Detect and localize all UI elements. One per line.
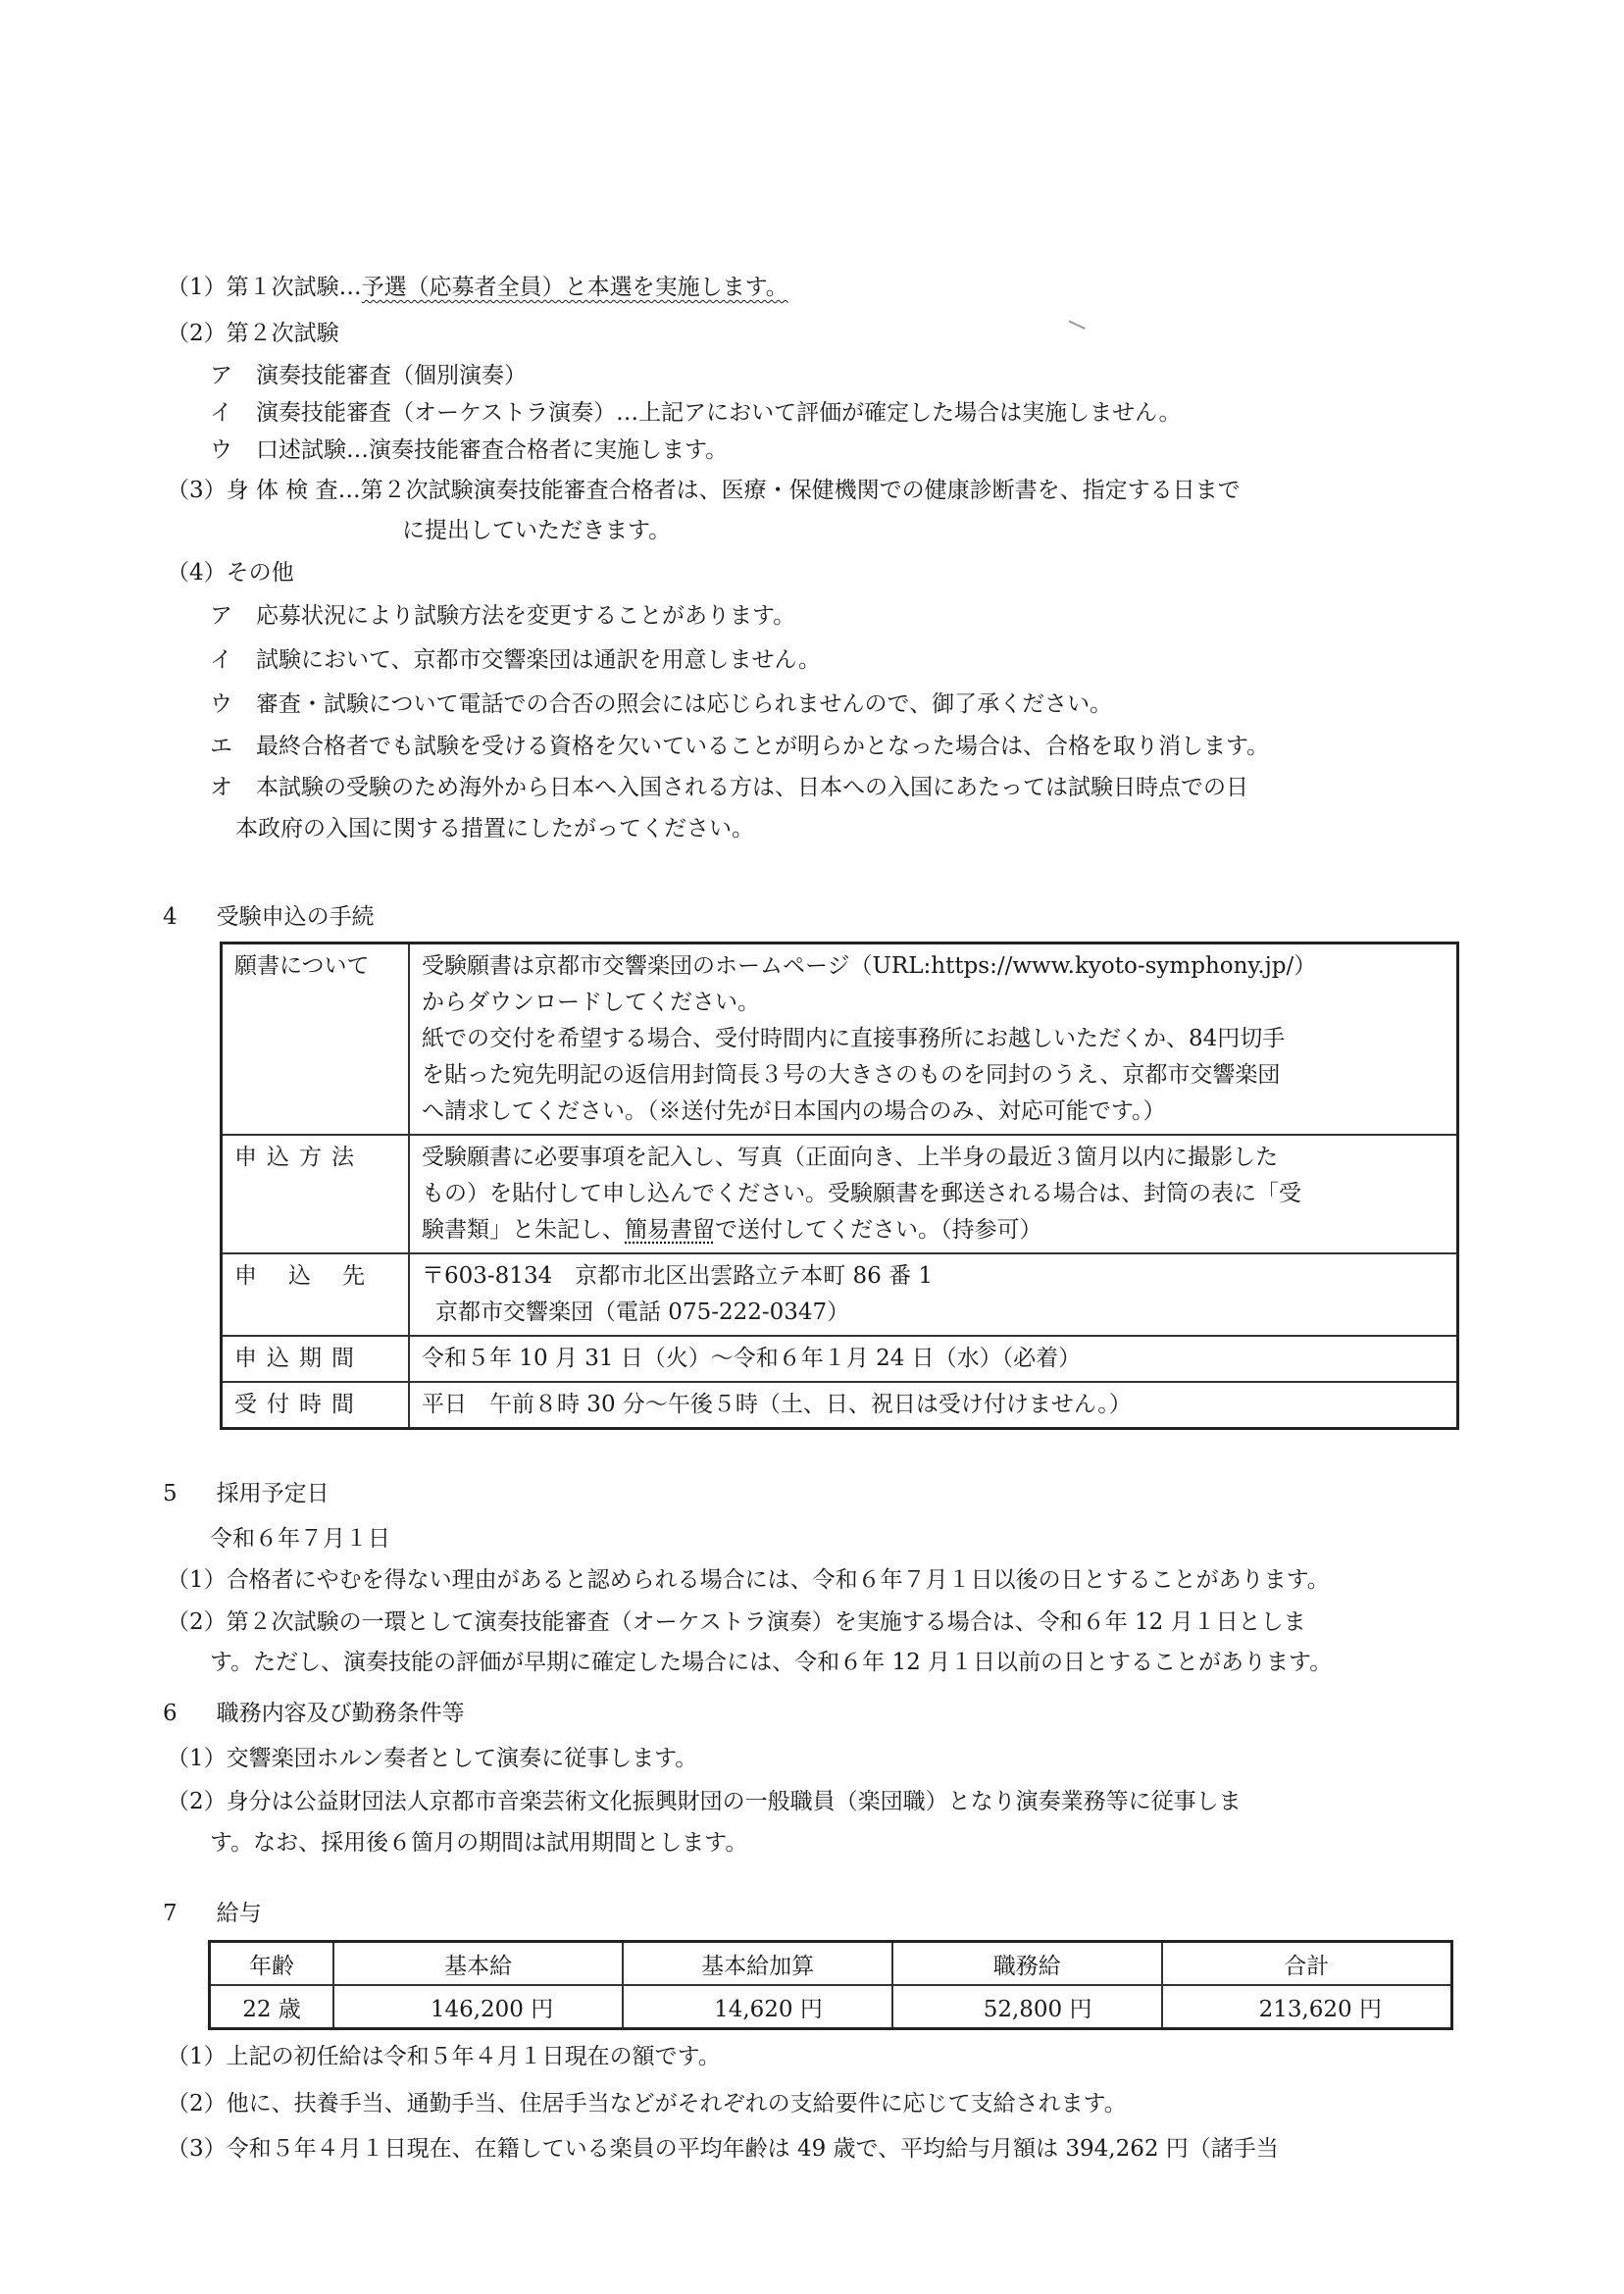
row-label: 申込先 [222,1253,410,1336]
section-6-item-1: （1）交響楽団ホルン奏者として演奏に従事します。 [167,1746,698,1771]
table-row [222,1135,1458,1253]
exam-item-3-cont: に提出していただきます。 [402,518,672,543]
table-row [222,943,1458,1136]
exam-item-4o: オ 本試験の受験のため海外から日本へ入国される方は、日本への入国にあたっては試験日時点での日 [210,775,1248,800]
exam-item-4e: エ 最終合格者でも試験を受ける資格を欠いていることが明らかとなった場合は、合格を取り消します。 [210,734,1270,759]
section-4-heading: 4 受験申込の手続 [163,904,375,930]
column-header: 基本給加算 [623,1942,892,1986]
table-cell: 14,620 円 [623,1985,892,2029]
exam-item-2a: ア 演奏技能審査（個別演奏） [210,363,527,388]
column-header: 合計 [1162,1942,1452,1986]
section-6-item-2: （2）身分は公益財団法人京都市音楽芸術文化振興財団の一般職員（楽団職）となり演奏業務等に従事しま [167,1789,1242,1814]
column-header: 年齢 [210,1942,334,1986]
exam-item-3: （3）身 体 検 査…第２次試験演奏技能審査合格者は、医療・保健機関での健康診断書を、指定する日まで [167,478,1241,503]
section-7-item-3: （3）令和５年４月１日現在、在籍している楽員の平均年齢は 49 歳で、平均給与月額は 394,262 円（諸手当 [167,2136,1279,2162]
row-content: 受験願書は京都市交響楽団のホームページ（URL:https://www.kyoto-symphony.jp/） からダウンロードしてください。 紙での交付を希望する場合、受付時間内に直接事務所にお越しいただくか、84円切手 を貼った宛先明記の返信用封筒長３号の大きさのものを同封のうえ、京都市交響楽団 へ請求してください。（※送付先が日本国内の場合のみ、対応可能です。） [409,943,1458,1136]
row-content: 平日 午前８時 30 分～午後５時（土、日、祝日は受け付けません。） [409,1382,1458,1429]
exam-item-4a: ア 応募状況により試験方法を変更することがあります。 [210,603,796,629]
scan-mark [1066,321,1086,335]
section-6-item-2-cont: す。なお、採用後６箇月の期間は試用期間とします。 [210,1830,748,1856]
row-content: 受験願書に必要事項を記入し、写真（正面向き、上半身の最近３箇月以内に撮影した もの）を貼付して申し込んでください。受験願書を郵送される場合は、封筒の表に「受 験書類」と朱記し、簡易書留で送付してください。（持参可） [409,1135,1458,1253]
exam-item-1: （1）第１次試験…予選（応募者全員）と本選を実施します。 [167,275,788,300]
section-5-item-2-cont: す。ただし、演奏技能の評価が早期に確定した場合には、令和６年 12 月１日以前の日とすることがあります。 [210,1650,1333,1675]
exam-item-4o-cont: 本政府の入国に関する措置にしたがってください。 [235,816,754,841]
table-cell: 52,800 円 [892,1985,1162,2029]
row-label: 願書について [222,943,410,1136]
section-5-heading: 5 採用予定日 [163,1481,330,1506]
row-label: 申込方法 [222,1135,410,1253]
exam-item-4i: イ 試験において、京都市交響楽団は通訳を用意しません。 [210,647,821,673]
table-cell: 213,620 円 [1162,1985,1452,2029]
table-header-row [210,1942,1452,1986]
table-row [222,1253,1458,1336]
section-7-item-2: （2）他に、扶養手当、通勤手当、住居手当などがそれぞれの支給要件に応じて支給されます。 [167,2091,1127,2116]
row-content: 〒603-8134 京都市北区出雲路立テ本町 86 番 1 京都市交響楽団（電話 075-222-0347） [409,1253,1458,1336]
table-cell: 146,200 円 [333,1985,623,2029]
table-row [222,1336,1458,1382]
table-row [222,1382,1458,1429]
exam-item-2: （2）第２次試験 [167,321,339,346]
table-row [210,1985,1452,2029]
row-content: 令和５年 10 月 31 日（火）～令和６年１月 24 日（水）（必着） [409,1336,1458,1382]
section-7-heading: 7 給与 [163,1901,262,1926]
exam-item-4u: ウ 審査・試験について電話での合否の照会には応じられませんので、御了承ください。 [210,691,1113,717]
section-7-item-1: （1）上記の初任給は令和５年４月１日現在の額です。 [167,2044,721,2069]
exam-item-4: （4）その他 [167,560,294,586]
application-procedure-table [220,942,1459,1430]
exam-item-2u: ウ 口述試験…演奏技能審査合格者に実施します。 [210,437,729,463]
table-cell: 22 歳 [210,1985,334,2029]
section-6-heading: 6 職務内容及び勤務条件等 [163,1701,465,1726]
column-header: 職務給 [892,1942,1162,1986]
row-label: 申込期間 [222,1336,410,1382]
registered-mail-emphasis: 簡易書留 [625,1217,715,1243]
exam-item-2i: イ 演奏技能審査（オーケストラ演奏）…上記アにおいて評価が確定した場合は実施しません。 [210,400,1182,426]
hire-date: 令和６年７月１日 [210,1526,390,1552]
salary-table [208,1940,1453,2030]
column-header: 基本給 [333,1942,623,1986]
row-label: 受付時間 [222,1382,410,1429]
section-5-item-2: （2）第２次試験の一環として演奏技能審査（オーケストラ演奏）を実施する場合は、令和６年 12 月１日としま [167,1609,1306,1635]
section-5-item-1: （1）合格者にやむを得ない理由があると認められる場合には、令和６年７月１日以後の日とすることがあります。 [167,1567,1330,1593]
